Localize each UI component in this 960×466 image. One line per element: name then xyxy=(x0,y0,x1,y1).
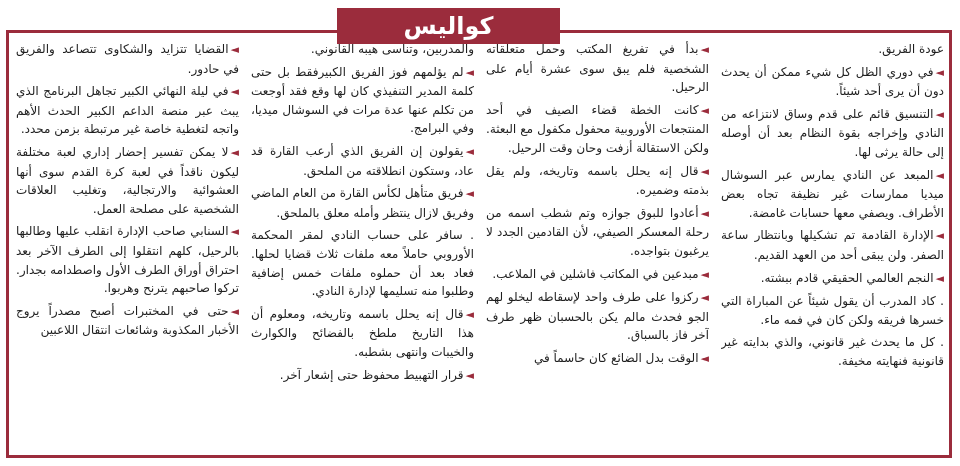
news-item xyxy=(486,349,709,369)
bullet-arrow-icon: ◄ xyxy=(465,368,474,382)
news-item xyxy=(16,222,239,297)
news-item-text: في دوري الظل كل شيء ممكن أن يحدث دون أن يرى أحد شيئاً. xyxy=(721,64,944,99)
news-item xyxy=(486,162,709,200)
news-item-text: السنابي صاحب الإدارة انقلب عليها وطالبها بالرحيل، كلهم انتقلوا إلى الطرف الآخر بعد احتراق أوراق الطرف الأول واصطدامه بجدار. تركوا صاحبهم يترنح وهربوا. xyxy=(16,224,239,296)
bullet-arrow-icon: ◄ xyxy=(230,225,239,239)
bullet-arrow-icon: ◄ xyxy=(230,85,239,99)
news-item xyxy=(251,226,474,300)
news-item-text: المبعد عن النادي يمارس عبر السوشال ميديا ممارسات غير نظيفة تجاه بعض الأطراف. ويصفي معها حسابات غامضة. xyxy=(721,167,944,220)
bullet-arrow-icon: ◄ xyxy=(230,304,239,318)
news-item xyxy=(486,101,709,158)
news-item xyxy=(251,305,474,362)
column-4 xyxy=(721,40,944,454)
article-columns xyxy=(16,40,944,454)
news-item xyxy=(16,302,239,340)
news-item xyxy=(16,82,239,139)
bullet-arrow-icon: ◄ xyxy=(465,187,474,201)
section-title: كواليس xyxy=(337,8,560,44)
bullet-arrow-icon: ◄ xyxy=(465,65,474,79)
news-item xyxy=(721,166,944,223)
news-item-text: . كل ما يحدث غير قانوني، والذي بدايته غير قانونية فنهايته مخيفة. xyxy=(721,335,944,368)
bullet-arrow-icon: ◄ xyxy=(465,144,474,158)
news-item-text: القضايا تتزايد والشكاوى تتصاعد والفريق في حادور. xyxy=(16,42,239,76)
bullet-arrow-icon: ◄ xyxy=(700,103,709,117)
news-item xyxy=(486,204,709,261)
news-item-text: الوقت بدل الضائع كان حاسماً في xyxy=(533,350,699,365)
bullet-arrow-icon: ◄ xyxy=(465,307,474,321)
bullet-arrow-icon: ◄ xyxy=(935,168,944,182)
news-item xyxy=(721,292,944,329)
news-item xyxy=(721,269,944,289)
bullet-arrow-icon: ◄ xyxy=(230,145,239,159)
news-item-text: . كاد المدرب أن يقول شيئاً عن المباراة التي خسرها فريقه ولكن كان في فمه ماء. xyxy=(721,294,944,327)
news-item-text: ركزوا على طرف واحد لإسقاطه ليخلو لهم الجو فحدث مالم يكن بالحسبان ظهر طرف آخر فاز بالسباق. xyxy=(486,290,709,343)
bullet-arrow-icon: ◄ xyxy=(935,65,944,79)
news-item xyxy=(721,63,944,101)
news-item xyxy=(721,333,944,370)
news-item-text: عودة الفريق. xyxy=(878,42,944,56)
news-item xyxy=(486,288,709,345)
column-1 xyxy=(16,40,239,454)
bullet-arrow-icon: ◄ xyxy=(935,271,944,285)
bullet-arrow-icon: ◄ xyxy=(700,291,709,305)
news-item xyxy=(251,40,474,59)
news-item xyxy=(251,184,474,222)
news-item xyxy=(16,143,239,218)
news-item xyxy=(251,63,474,138)
news-item-text: أعادوا للبوق جوازه وتم شطب اسمه من رحلة المعسكر الصيفي، لأن القادمين الجدد لا يرغبون بتواجده. xyxy=(486,205,709,258)
bullet-arrow-icon: ◄ xyxy=(700,164,709,178)
news-item-text: النجم العالمي الحقيقي قادم ببشته. xyxy=(760,270,934,285)
bullet-arrow-icon: ◄ xyxy=(230,43,239,56)
news-item xyxy=(721,226,944,264)
news-item-text: قال إنه يحلل باسمه وتاريخه، ومعلوم أن هذا التاريخ ملطخ بالفضائح والكوارث والخيبات وانتهى بشطبه. xyxy=(251,306,474,359)
news-item-text: مبدعين في المكاتب فاشلين في الملاعب. xyxy=(492,266,699,281)
news-item-text: . سافر على حساب النادي لمقر المحكمة الأوروبي حاملاً معه ملفات ثلاث قضايا لحلها. فعاد بعد أن حملوه ملفات خمس إضافية وطلبوا منه تسليمها لإدارة النادي. xyxy=(251,228,474,299)
news-item xyxy=(16,40,239,78)
news-item-text: لم يؤلمهم فوز الفريق الكبيرفقط بل حتى كلمة المدير التنفيذي كان لها وقع فقد أوجعت من تكلم عنها عدة مرات في السوشال ميديا، وفي البرامج. xyxy=(251,64,474,136)
news-item-text: كانت الخطة قضاء الصيف في أحد المنتجعات الأوروبية محفول مكفول مع البعثة. ولكن الاستقالة أزفت وحان وقت الرحيل. xyxy=(486,102,709,155)
bullet-arrow-icon: ◄ xyxy=(935,229,944,243)
news-item xyxy=(721,40,944,59)
news-item xyxy=(721,105,944,162)
news-item-text: قرار التهبيط محفوظ حتى إشعار آخر. xyxy=(279,367,464,382)
news-item-text: حتى في المختبرات أصبح مصدراً يروج الأخبار المكذوبة وشائعات انتقال اللاعبين xyxy=(16,303,239,338)
column-2 xyxy=(251,40,474,454)
news-item-text: الإدارة القادمة تم تشكيلها وبانتظار ساعة الصفر. ولن يبقى أحد من العهد القديم. xyxy=(721,228,944,262)
bullet-arrow-icon: ◄ xyxy=(700,43,709,56)
news-item-text: قال إنه يحلل باسمه وتاريخه، ولم يقل بذمته وضميره. xyxy=(486,163,709,198)
bullet-arrow-icon: ◄ xyxy=(935,107,944,121)
news-item xyxy=(251,142,474,180)
news-item-text: والمدربين، وتناسى هيبه القانوني. xyxy=(310,42,474,56)
news-item-text: في ليلة النهائي الكبير تجاهل البرنامج الذي يبث عبر منصة الداعم الكبير الحدث الأهم واتجه لتغطية خاصة غير مرتبطة بزمن محدد. xyxy=(16,84,239,137)
news-item xyxy=(486,40,709,97)
news-item xyxy=(486,265,709,285)
news-item xyxy=(251,366,474,386)
news-item-text: لا يمكن تفسير إحضار إداري لعبة مختلفة ليكون ناقداً في لعبة كرة القدم سوى أنها العشوائية والارتجالية، وتغليب العلاقات الشخصية على مصلحة العمل. xyxy=(16,144,239,216)
bullet-arrow-icon: ◄ xyxy=(700,351,709,365)
news-item-text: التنسيق قائم على قدم وساق لانتزاعه من النادي وإخراجه بقوة النظام بعد أن أوصله إلى حالة يرثى لها. xyxy=(721,106,944,159)
news-item-text: فريق متأهل لكأس القارة من العام الماضي وفريق لازال ينتظر وأمله معلق بالملحق. xyxy=(251,186,474,220)
bullet-arrow-icon: ◄ xyxy=(700,206,709,220)
news-item-text: يقولون إن الفريق الذي أرعب القارة قد عاد، وستكون انطلاقته من الملحق. xyxy=(251,143,474,178)
column-3 xyxy=(486,40,709,454)
bullet-arrow-icon: ◄ xyxy=(700,267,709,281)
news-item-text: بدأ في تفريغ المكتب وحمل متعلقاته الشخصية فلم يبق سوى عشرة أيام على الرحيل. xyxy=(486,42,709,95)
